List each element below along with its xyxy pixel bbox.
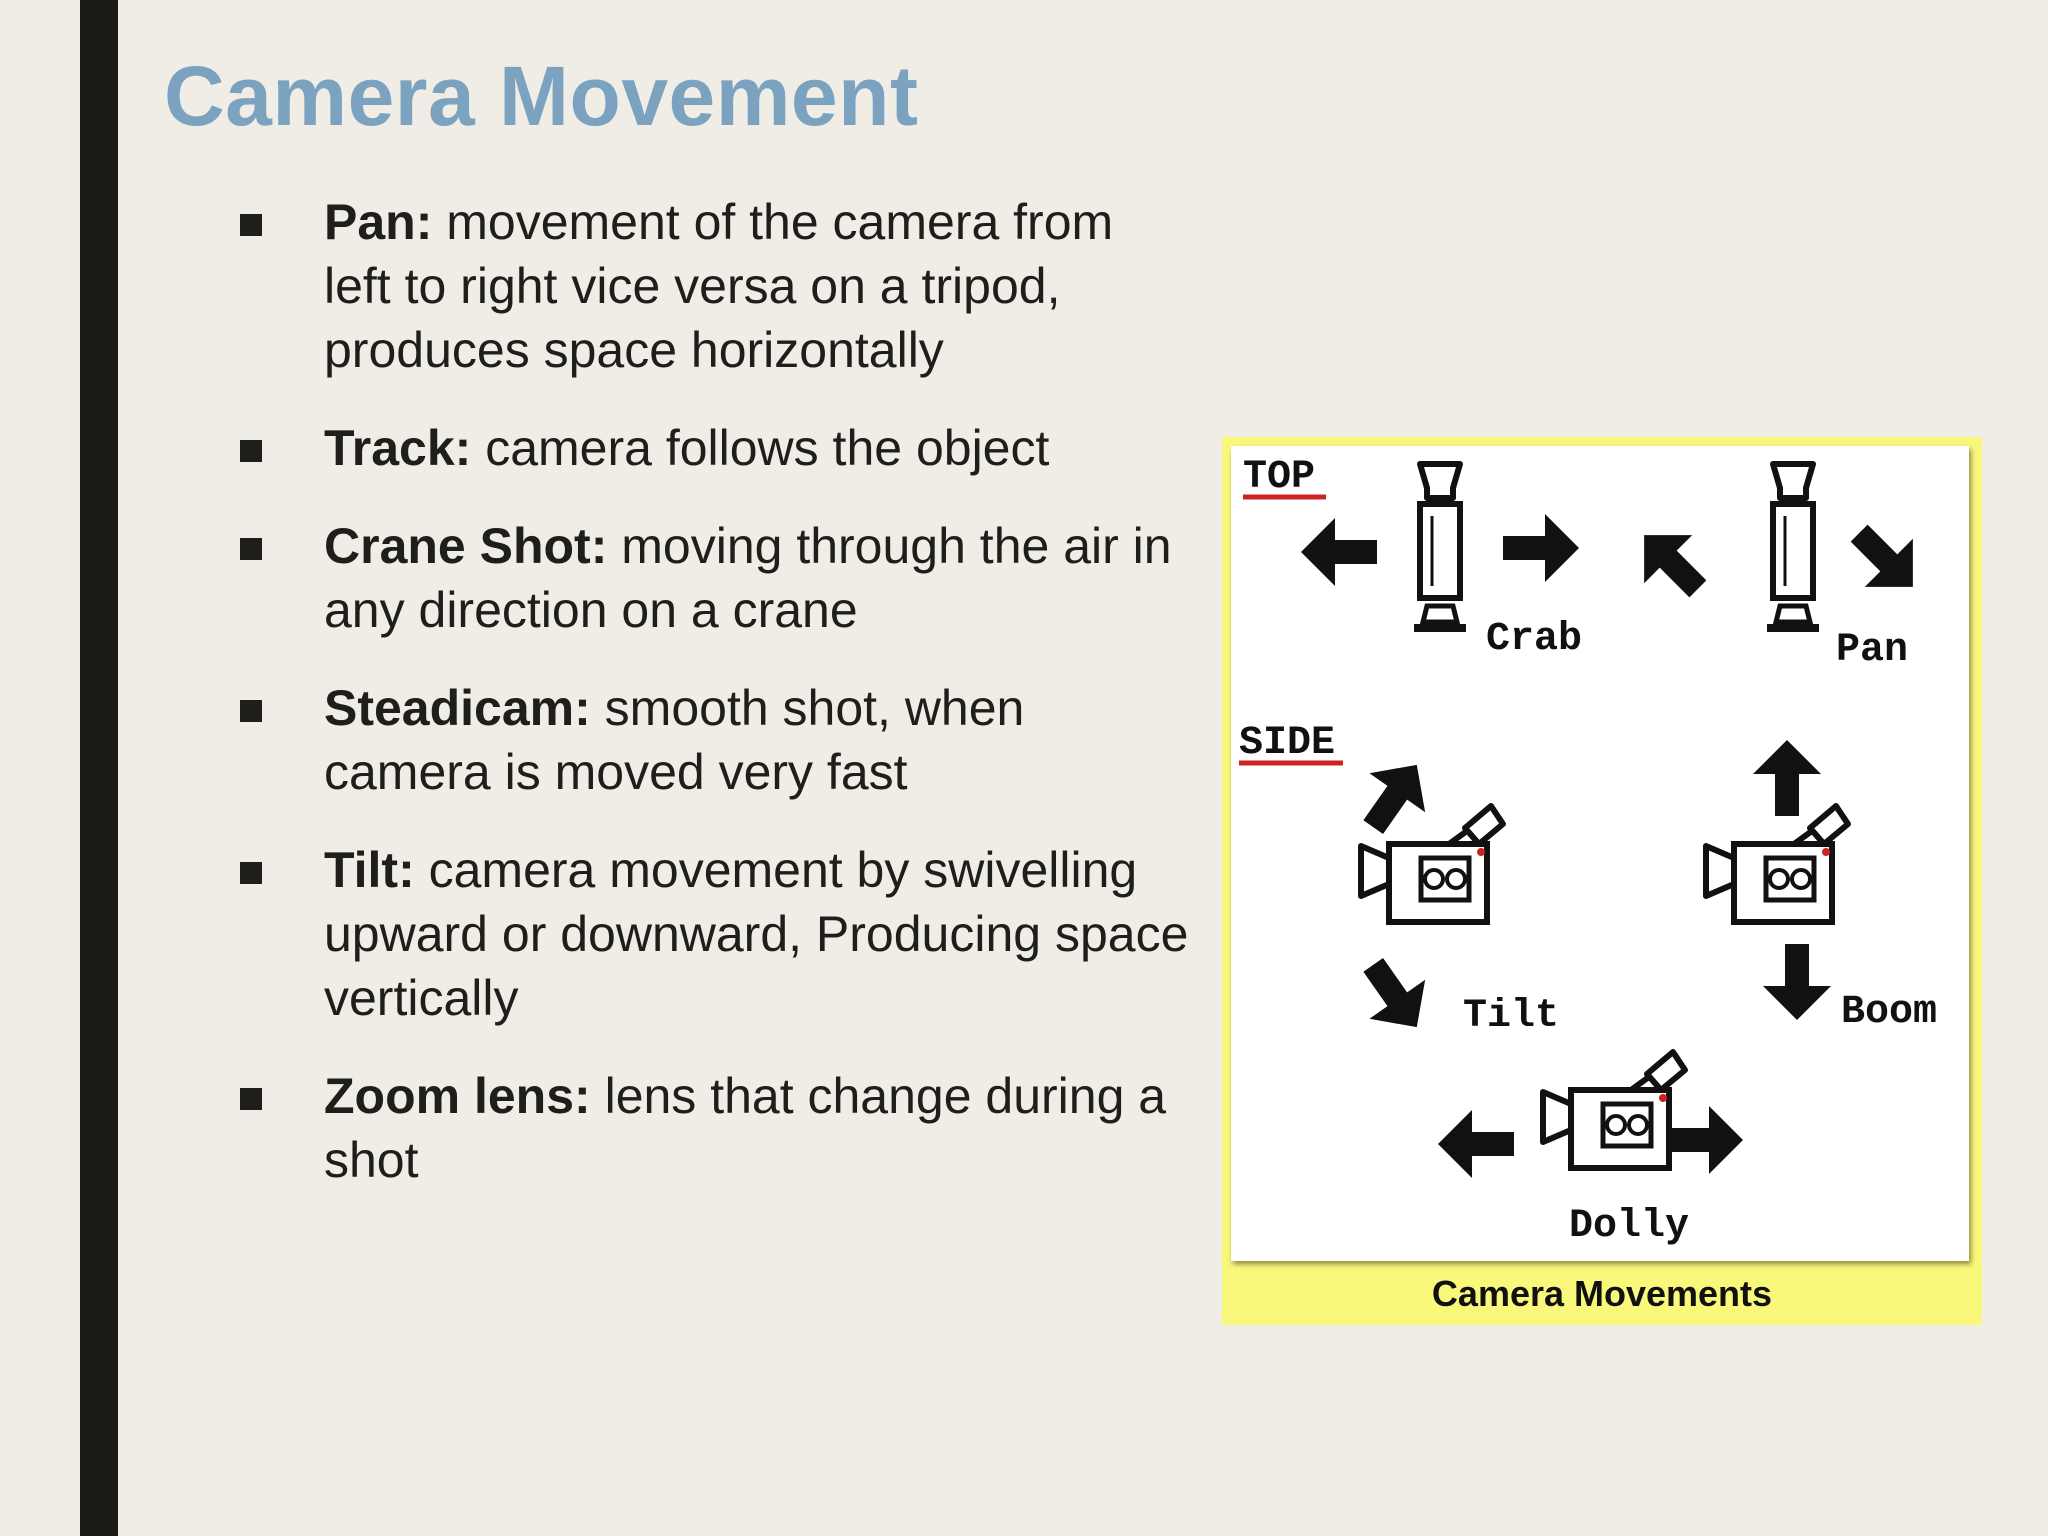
square-bullet-icon	[240, 1088, 262, 1110]
square-bullet-icon	[240, 862, 262, 884]
crab-right-arrow-icon	[1503, 514, 1579, 582]
bullet-item-track	[240, 416, 1190, 480]
pan-camera-icon	[1767, 464, 1819, 632]
pan-left-arrow-icon	[1620, 511, 1722, 613]
bullet-item-tilt	[240, 838, 1190, 1030]
bullet-text: movement of the camera from left to right vice versa on a tripod, produces space horizontally	[324, 194, 1114, 378]
bullet-term: Track:	[324, 420, 472, 476]
bullet-item-crane-shot	[240, 514, 1190, 642]
side-label: SIDE	[1239, 721, 1336, 766]
bullet-item-steadicam	[240, 676, 1190, 804]
square-bullet-icon	[240, 214, 262, 236]
crab-label: Crab	[1486, 617, 1583, 662]
boom-label: Boom	[1841, 990, 1938, 1035]
camera-movements-figure	[1222, 437, 1982, 1325]
tilt-up-arrow-icon	[1345, 745, 1444, 846]
bullet-item-pan	[240, 190, 1190, 382]
boom-down-arrow-icon	[1763, 944, 1831, 1020]
pan-right-arrow-icon	[1835, 509, 1937, 611]
dolly-camera-icon	[1543, 1052, 1685, 1168]
bullet-item-zoom-lens	[240, 1064, 1190, 1192]
slide-title: Camera Movement	[164, 49, 919, 143]
boom-camera-icon	[1706, 806, 1848, 922]
top-label: TOP	[1243, 455, 1316, 500]
bullet-text: camera follows the object	[471, 420, 1050, 476]
boom-up-arrow-icon	[1753, 740, 1821, 816]
dolly-label: Dolly	[1569, 1204, 1690, 1249]
bullet-term: Tilt:	[324, 842, 415, 898]
bullet-text: smooth shot, when camera is moved very fast	[324, 680, 1025, 800]
figure-canvas	[1231, 446, 1969, 1261]
camera-movements-diagram	[1231, 446, 1969, 1261]
tilt-label: Tilt	[1463, 994, 1560, 1039]
bullet-term: Steadicam:	[324, 680, 591, 736]
bullet-term: Zoom lens:	[324, 1068, 591, 1124]
crab-camera-icon	[1414, 464, 1466, 632]
tilt-down-arrow-icon	[1345, 945, 1444, 1046]
figure-caption: Camera Movements	[1431, 1273, 1773, 1314]
square-bullet-icon	[240, 538, 262, 560]
crab-left-arrow-icon	[1301, 518, 1377, 586]
accent-bar	[80, 0, 118, 1536]
bullet-term: Pan:	[324, 194, 433, 250]
bullet-list	[240, 190, 1190, 1226]
pan-label: Pan	[1836, 628, 1909, 673]
bullet-text: lens that change during a shot	[324, 1068, 1167, 1188]
bullet-term: Crane Shot:	[324, 518, 608, 574]
dolly-left-arrow-icon	[1438, 1110, 1514, 1178]
square-bullet-icon	[240, 440, 262, 462]
bullet-text: moving through the air in any direction on a crane	[324, 518, 1172, 638]
bullet-text: camera movement by swivelling upward or downward, Producing space vertically	[324, 842, 1189, 1026]
dolly-right-arrow-icon	[1667, 1106, 1743, 1174]
square-bullet-icon	[240, 700, 262, 722]
